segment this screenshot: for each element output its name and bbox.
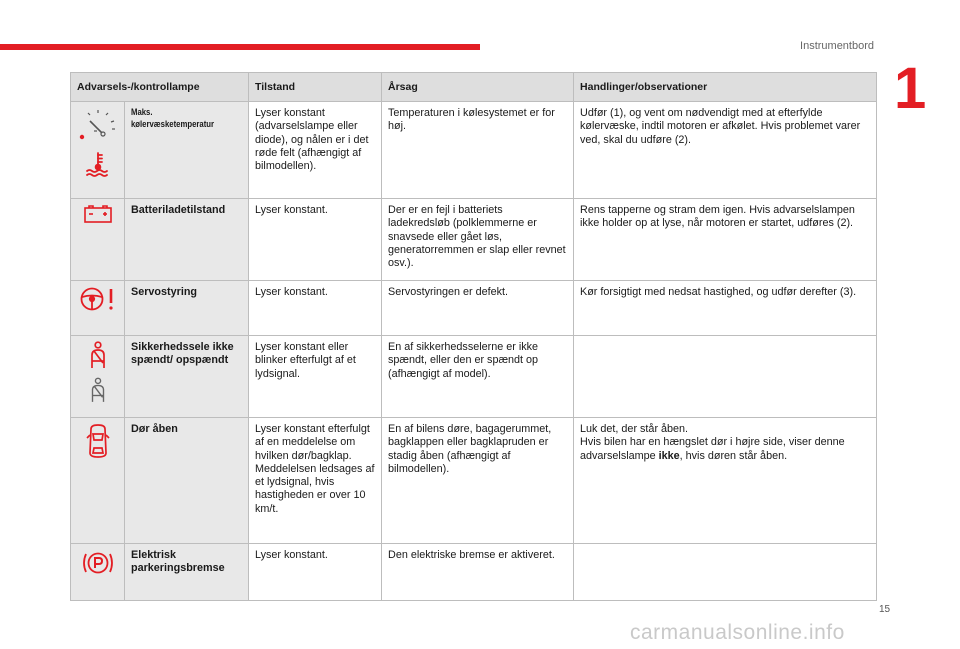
battery-icon [83, 204, 113, 224]
cause-cell: En af sikkerhedsselerne er ikke spændt, eller den er spændt op (afhængigt af model). [382, 336, 574, 418]
lamp-name: Elektrisk parkeringsbremse [125, 544, 249, 601]
table-row [71, 336, 877, 418]
header-state: Tilstand [249, 73, 382, 102]
action-cell: Udfør (1), og vent om nødvendigt med at efterfylde kølervæske, indtil motoren er afkølet. Hvis problemet varer ved, skal du udføre (2). [574, 102, 877, 199]
action-line-1: Luk det, der står åben. [580, 423, 689, 435]
action-cell [574, 418, 877, 544]
cause-cell: Temperaturen i kølesystemet er for høj. [382, 102, 574, 199]
emphasis-text: ikke [658, 449, 680, 462]
table-row [71, 199, 877, 281]
action-cell: Kør forsigtigt med nedsat hastighed, og udfør derefter (3). [574, 281, 877, 336]
lamp-name: Batteriladetilstand [125, 199, 249, 281]
table-row [71, 102, 877, 199]
chapter-number: 1 [894, 56, 927, 121]
warning-lamp-table [70, 72, 877, 601]
icon-cell [71, 544, 125, 601]
cause-cell: Der er en fejl i batteriets ladekredsløb (polklemmerne er snavsede eller gået løs, generatorremmen er slap eller revnet osv.). [382, 199, 574, 281]
watermark: carmanualsonline.info [630, 621, 845, 644]
state-cell: Lyser konstant. [249, 199, 382, 281]
state-cell: Lyser konstant. [249, 544, 382, 601]
table-row [71, 544, 877, 601]
header-cause: Årsag [382, 73, 574, 102]
section-title: Instrumentbord [800, 40, 874, 52]
table-row [71, 281, 877, 336]
lamp-name: Dør åben [125, 418, 249, 544]
icon-cell [71, 199, 125, 281]
top-accent-bar [0, 44, 480, 50]
cause-cell: Den elektriske bremse er aktiveret. [382, 544, 574, 601]
door-open-icon [86, 423, 110, 459]
action-cell [574, 544, 877, 601]
action-line-2: Hvis bilen har en hængslet dør i højre side, viser denne advarselslampe ikke, hvis døren står åben. [580, 436, 845, 462]
header-action: Handlinger/observationer [574, 73, 877, 102]
table-row [71, 418, 877, 544]
thermometer-gauge-icon [76, 107, 120, 143]
state-cell: Lyser konstant (advarselslampe eller diode), og nålen er i det røde felt (afhængigt af bilmodellen). [249, 102, 382, 199]
action-cell [574, 336, 877, 418]
lamp-name: Servostyring [125, 281, 249, 336]
coolant-temperature-icon [85, 151, 111, 177]
header-lamp: Advarsels-/kontrollampe [71, 73, 249, 102]
cause-cell: En af bilens døre, bagagerummet, bagklappen eller bagklapruden er stadig åben (afhængigt af bilmodellen). [382, 418, 574, 544]
seatbelt-red-icon [86, 341, 110, 369]
lamp-name: Maks. kølervæsketemperatur [125, 102, 249, 199]
icon-cell [71, 418, 125, 544]
cause-cell: Servostyringen er defekt. [382, 281, 574, 336]
page-number: 15 [879, 604, 891, 615]
state-cell: Lyser konstant eller blinker efterfulgt af et lydsignal. [249, 336, 382, 418]
state-cell: Lyser konstant. [249, 281, 382, 336]
state-cell: Lyser konstant efterfulgt af en meddelelse om hvilken dør/bagklap. Meddelelsen ledsages af et lydsignal, hvis hastigheden er over 10 km/t. [249, 418, 382, 544]
action-cell: Rens tapperne og stram dem igen. Hvis advarselslampen ikke holder op at lyse, når motoren er startet, udføres (2). [574, 199, 877, 281]
icon-cell [71, 102, 125, 199]
icon-cell [71, 336, 125, 418]
parking-brake-icon [81, 549, 115, 577]
table-header-row [71, 73, 877, 102]
lamp-name: Sikkerhedssele ikke spændt/ opspændt [125, 336, 249, 418]
icon-cell [71, 281, 125, 336]
seatbelt-gray-icon [87, 377, 109, 403]
steering-wheel-icon [78, 286, 118, 312]
